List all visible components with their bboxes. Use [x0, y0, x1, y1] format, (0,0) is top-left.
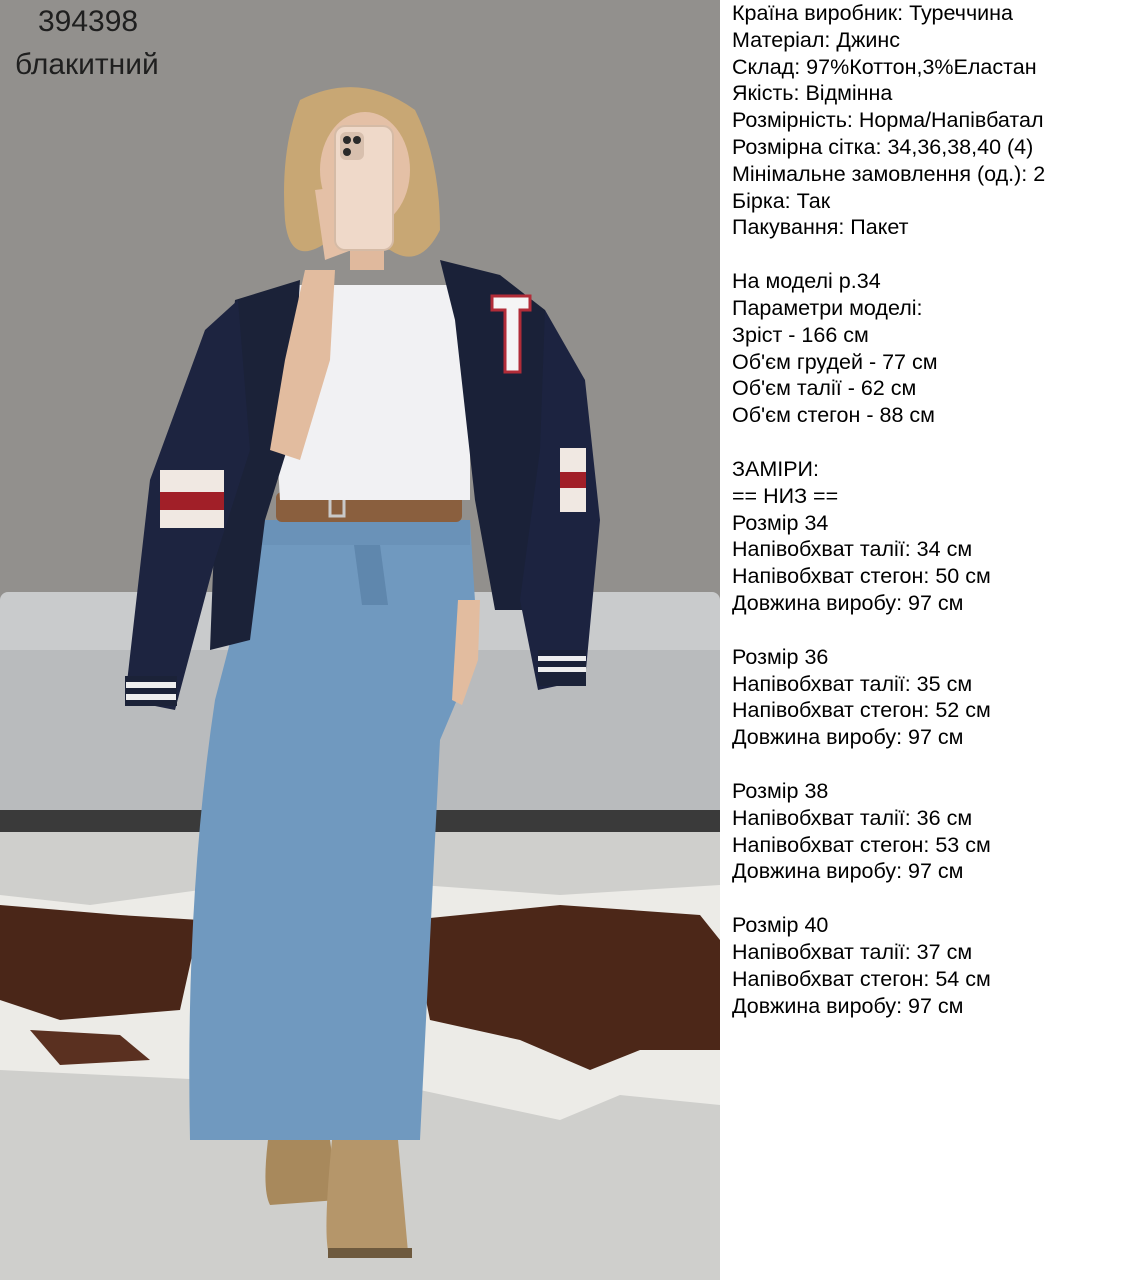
spec-tag: Бірка: Так: [732, 188, 831, 213]
spec-material: Матеріал: Джинс: [732, 27, 900, 52]
model-size: На моделі р.34: [732, 269, 881, 294]
model-height: Зріст - 166 см: [732, 322, 869, 347]
spec-composition: Склад: 97%Коттон,3%Еластан: [732, 54, 1037, 79]
waist-measure: Напівобхват талії: 35 см: [732, 671, 973, 696]
measurements-size38-group: [732, 778, 1132, 885]
spec-size-grid: Розмірна сітка: 34,36,38,40 (4): [732, 134, 1034, 159]
measurements-size40-group: [732, 912, 1132, 1019]
product-sku: 394398: [38, 5, 139, 38]
product-color: блакитний: [15, 48, 159, 81]
spec-quality: Якість: Відмінна: [732, 81, 893, 106]
hips-measure: Напівобхват стегон: 54 см: [732, 966, 991, 991]
size-label: Розмір 40: [732, 913, 829, 938]
model-waist: Об'єм талії - 62 см: [732, 376, 917, 401]
measurements-title: ЗАМІРИ:: [732, 456, 819, 481]
length-measure: Довжина виробу: 97 см: [732, 859, 964, 884]
hips-measure: Напівобхват стегон: 52 см: [732, 698, 991, 723]
hips-measure: Напівобхват стегон: 50 см: [732, 564, 991, 589]
model-chest: Об'єм грудей - 77 см: [732, 349, 938, 374]
hips-measure: Напівобхват стегон: 53 см: [732, 832, 991, 857]
size-label: Розмір 36: [732, 644, 829, 669]
waist-measure: Напівобхват талії: 34 см: [732, 537, 973, 562]
product-specifications: [732, 0, 1132, 1019]
size-label: Розмір 38: [732, 778, 829, 803]
waist-measure: Напівобхват талії: 37 см: [732, 939, 973, 964]
waist-measure: Напівобхват талії: 36 см: [732, 805, 973, 830]
model-params-group: [732, 268, 1132, 429]
measurements-size34-group: [732, 456, 1132, 617]
measurements-section-bottom: == НИЗ ==: [732, 483, 839, 508]
model-hips: Об'єм стегон - 88 см: [732, 403, 935, 428]
model-params-title: Параметри моделі:: [732, 295, 923, 320]
general-info-group: [732, 0, 1132, 241]
length-measure: Довжина виробу: 97 см: [732, 725, 964, 750]
spec-min-order: Мінімальне замовлення (од.): 2: [732, 161, 1046, 186]
length-measure: Довжина виробу: 97 см: [732, 590, 964, 615]
spec-country: Країна виробник: Туреччина: [732, 1, 1013, 25]
length-measure: Довжина виробу: 97 см: [732, 993, 964, 1018]
spec-sizing: Розмірність: Норма/Напівбатал: [732, 108, 1044, 133]
size-label: Розмір 34: [732, 510, 829, 535]
spec-packaging: Пакування: Пакет: [732, 215, 909, 240]
measurements-size36-group: [732, 644, 1132, 751]
